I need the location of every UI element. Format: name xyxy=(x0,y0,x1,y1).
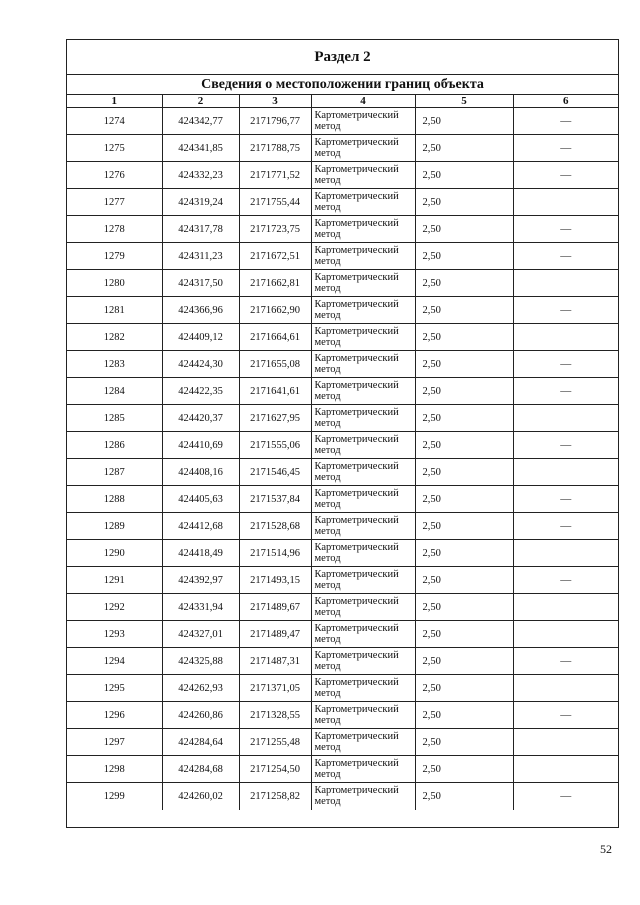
table-row xyxy=(67,729,618,756)
y-coordinate-cell: 2171627,95 xyxy=(239,405,311,432)
accuracy-cell: 2,50 xyxy=(415,675,513,702)
table-row xyxy=(67,783,618,810)
method-cell: Картометрический метод xyxy=(311,189,415,216)
note-cell xyxy=(513,270,618,297)
x-coordinate-cell: 424325,88 xyxy=(162,648,239,675)
point-number-cell: 1296 xyxy=(67,702,162,729)
x-coordinate-cell: 424260,86 xyxy=(162,702,239,729)
y-coordinate-cell: 2171371,05 xyxy=(239,675,311,702)
y-coordinate-cell: 2171258,82 xyxy=(239,783,311,810)
y-coordinate-cell: 2171489,67 xyxy=(239,594,311,621)
y-coordinate-cell: 2171514,96 xyxy=(239,540,311,567)
x-coordinate-cell: 424410,69 xyxy=(162,432,239,459)
x-coordinate-cell: 424327,01 xyxy=(162,621,239,648)
accuracy-cell: 2,50 xyxy=(415,513,513,540)
x-coordinate-cell: 424284,68 xyxy=(162,756,239,783)
note-cell: — xyxy=(513,243,618,270)
accuracy-cell: 2,50 xyxy=(415,756,513,783)
method-cell: Картометрический метод xyxy=(311,621,415,648)
y-coordinate-cell: 2171537,84 xyxy=(239,486,311,513)
x-coordinate-cell: 424319,24 xyxy=(162,189,239,216)
table-row xyxy=(67,135,618,162)
method-cell: Картометрический метод xyxy=(311,378,415,405)
column-header: 2 xyxy=(162,95,239,108)
accuracy-cell: 2,50 xyxy=(415,783,513,810)
table-row xyxy=(67,540,618,567)
table-row xyxy=(67,459,618,486)
accuracy-cell: 2,50 xyxy=(415,459,513,486)
note-cell xyxy=(513,675,618,702)
table-row xyxy=(67,648,618,675)
accuracy-cell: 2,50 xyxy=(415,567,513,594)
y-coordinate-cell: 2171328,55 xyxy=(239,702,311,729)
point-number-cell: 1298 xyxy=(67,756,162,783)
method-cell: Картометрический метод xyxy=(311,324,415,351)
point-number-cell: 1285 xyxy=(67,405,162,432)
table-row xyxy=(67,189,618,216)
x-coordinate-cell: 424424,30 xyxy=(162,351,239,378)
point-number-cell: 1289 xyxy=(67,513,162,540)
method-cell: Картометрический метод xyxy=(311,216,415,243)
method-cell: Картометрический метод xyxy=(311,729,415,756)
note-cell: — xyxy=(513,432,618,459)
note-cell: — xyxy=(513,378,618,405)
point-number-cell: 1293 xyxy=(67,621,162,648)
table-row xyxy=(67,405,618,432)
y-coordinate-cell: 2171655,08 xyxy=(239,351,311,378)
accuracy-cell: 2,50 xyxy=(415,378,513,405)
table-row xyxy=(67,432,618,459)
x-coordinate-cell: 424260,02 xyxy=(162,783,239,810)
y-coordinate-cell: 2171771,52 xyxy=(239,162,311,189)
point-number-cell: 1282 xyxy=(67,324,162,351)
y-coordinate-cell: 2171662,90 xyxy=(239,297,311,324)
y-coordinate-cell: 2171546,45 xyxy=(239,459,311,486)
method-cell: Картометрический метод xyxy=(311,486,415,513)
y-coordinate-cell: 2171493,15 xyxy=(239,567,311,594)
accuracy-cell: 2,50 xyxy=(415,621,513,648)
method-cell: Картометрический метод xyxy=(311,432,415,459)
x-coordinate-cell: 424420,37 xyxy=(162,405,239,432)
note-cell xyxy=(513,189,618,216)
method-cell: Картометрический метод xyxy=(311,108,415,135)
y-coordinate-cell: 2171641,61 xyxy=(239,378,311,405)
method-cell: Картометрический метод xyxy=(311,594,415,621)
note-cell: — xyxy=(513,162,618,189)
table-row xyxy=(67,351,618,378)
section-subtitle: Сведения о местоположении границ объекта xyxy=(67,75,618,95)
accuracy-cell: 2,50 xyxy=(415,351,513,378)
table-row xyxy=(67,297,618,324)
note-cell: — xyxy=(513,702,618,729)
boundary-table xyxy=(67,95,618,810)
x-coordinate-cell: 424422,35 xyxy=(162,378,239,405)
y-coordinate-cell: 2171255,48 xyxy=(239,729,311,756)
point-number-cell: 1279 xyxy=(67,243,162,270)
accuracy-cell: 2,50 xyxy=(415,432,513,459)
method-cell: Картометрический метод xyxy=(311,513,415,540)
x-coordinate-cell: 424311,23 xyxy=(162,243,239,270)
accuracy-cell: 2,50 xyxy=(415,486,513,513)
x-coordinate-cell: 424418,49 xyxy=(162,540,239,567)
accuracy-cell: 2,50 xyxy=(415,297,513,324)
method-cell: Картометрический метод xyxy=(311,783,415,810)
column-header: 5 xyxy=(415,95,513,108)
method-cell: Картометрический метод xyxy=(311,270,415,297)
note-cell: — xyxy=(513,513,618,540)
accuracy-cell: 2,50 xyxy=(415,594,513,621)
accuracy-cell: 2,50 xyxy=(415,189,513,216)
method-cell: Картометрический метод xyxy=(311,648,415,675)
table-row xyxy=(67,216,618,243)
table-row xyxy=(67,108,618,135)
accuracy-cell: 2,50 xyxy=(415,243,513,270)
x-coordinate-cell: 424331,94 xyxy=(162,594,239,621)
table-row xyxy=(67,162,618,189)
method-cell: Картометрический метод xyxy=(311,459,415,486)
column-header: 6 xyxy=(513,95,618,108)
column-header: 1 xyxy=(67,95,162,108)
note-cell: — xyxy=(513,648,618,675)
method-cell: Картометрический метод xyxy=(311,297,415,324)
table-row xyxy=(67,243,618,270)
page-number: 52 xyxy=(600,842,612,856)
x-coordinate-cell: 424366,96 xyxy=(162,297,239,324)
note-cell xyxy=(513,405,618,432)
y-coordinate-cell: 2171755,44 xyxy=(239,189,311,216)
note-cell xyxy=(513,621,618,648)
point-number-cell: 1275 xyxy=(67,135,162,162)
point-number-cell: 1286 xyxy=(67,432,162,459)
note-cell xyxy=(513,594,618,621)
note-cell: — xyxy=(513,351,618,378)
y-coordinate-cell: 2171662,81 xyxy=(239,270,311,297)
x-coordinate-cell: 424284,64 xyxy=(162,729,239,756)
x-coordinate-cell: 424262,93 xyxy=(162,675,239,702)
method-cell: Картометрический метод xyxy=(311,351,415,378)
y-coordinate-cell: 2171487,31 xyxy=(239,648,311,675)
table-row xyxy=(67,594,618,621)
accuracy-cell: 2,50 xyxy=(415,135,513,162)
accuracy-cell: 2,50 xyxy=(415,162,513,189)
note-cell xyxy=(513,540,618,567)
x-coordinate-cell: 424408,16 xyxy=(162,459,239,486)
point-number-cell: 1278 xyxy=(67,216,162,243)
table-row xyxy=(67,324,618,351)
point-number-cell: 1297 xyxy=(67,729,162,756)
point-number-cell: 1290 xyxy=(67,540,162,567)
x-coordinate-cell: 424392,97 xyxy=(162,567,239,594)
note-cell: — xyxy=(513,486,618,513)
x-coordinate-cell: 424342,77 xyxy=(162,108,239,135)
x-coordinate-cell: 424341,85 xyxy=(162,135,239,162)
point-number-cell: 1284 xyxy=(67,378,162,405)
point-number-cell: 1283 xyxy=(67,351,162,378)
point-number-cell: 1292 xyxy=(67,594,162,621)
accuracy-cell: 2,50 xyxy=(415,405,513,432)
note-cell: — xyxy=(513,135,618,162)
table-row xyxy=(67,621,618,648)
y-coordinate-cell: 2171664,61 xyxy=(239,324,311,351)
header-row xyxy=(67,95,618,108)
note-cell xyxy=(513,459,618,486)
document-frame xyxy=(66,39,619,828)
table-row xyxy=(67,567,618,594)
x-coordinate-cell: 424317,50 xyxy=(162,270,239,297)
x-coordinate-cell: 424412,68 xyxy=(162,513,239,540)
method-cell: Картометрический метод xyxy=(311,243,415,270)
y-coordinate-cell: 2171796,77 xyxy=(239,108,311,135)
method-cell: Картометрический метод xyxy=(311,162,415,189)
method-cell: Картометрический метод xyxy=(311,702,415,729)
table-body xyxy=(67,108,618,810)
point-number-cell: 1276 xyxy=(67,162,162,189)
note-cell: — xyxy=(513,108,618,135)
y-coordinate-cell: 2171672,51 xyxy=(239,243,311,270)
table-row xyxy=(67,270,618,297)
y-coordinate-cell: 2171489,47 xyxy=(239,621,311,648)
accuracy-cell: 2,50 xyxy=(415,729,513,756)
table-row xyxy=(67,756,618,783)
x-coordinate-cell: 424409,12 xyxy=(162,324,239,351)
note-cell xyxy=(513,729,618,756)
y-coordinate-cell: 2171254,50 xyxy=(239,756,311,783)
method-cell: Картометрический метод xyxy=(311,567,415,594)
y-coordinate-cell: 2171555,06 xyxy=(239,432,311,459)
x-coordinate-cell: 424317,78 xyxy=(162,216,239,243)
point-number-cell: 1274 xyxy=(67,108,162,135)
y-coordinate-cell: 2171528,68 xyxy=(239,513,311,540)
accuracy-cell: 2,50 xyxy=(415,108,513,135)
point-number-cell: 1295 xyxy=(67,675,162,702)
accuracy-cell: 2,50 xyxy=(415,702,513,729)
x-coordinate-cell: 424405,63 xyxy=(162,486,239,513)
method-cell: Картометрический метод xyxy=(311,135,415,162)
note-cell: — xyxy=(513,567,618,594)
table-row xyxy=(67,513,618,540)
note-cell: — xyxy=(560,790,572,803)
accuracy-cell: 2,50 xyxy=(415,324,513,351)
note-cell xyxy=(513,324,618,351)
point-number-cell: 1299 xyxy=(67,783,162,810)
point-number-cell: 1281 xyxy=(67,297,162,324)
method-cell: Картометрический метод xyxy=(311,675,415,702)
table-row xyxy=(67,486,618,513)
x-coordinate-cell: 424332,23 xyxy=(162,162,239,189)
method-cell: Картометрический метод xyxy=(311,756,415,783)
table-row xyxy=(67,702,618,729)
section-title: Раздел 2 xyxy=(67,40,618,75)
table-row xyxy=(67,378,618,405)
point-number-cell: 1277 xyxy=(67,189,162,216)
method-cell: Картометрический метод xyxy=(311,405,415,432)
note-cell: — xyxy=(513,297,618,324)
accuracy-cell: 2,50 xyxy=(415,540,513,567)
column-header: 3 xyxy=(239,95,311,108)
note-cell xyxy=(513,756,618,783)
point-number-cell: 1280 xyxy=(67,270,162,297)
column-header: 4 xyxy=(311,95,415,108)
point-number-cell: 1288 xyxy=(67,486,162,513)
y-coordinate-cell: 2171788,75 xyxy=(239,135,311,162)
point-number-cell: 1287 xyxy=(67,459,162,486)
y-coordinate-cell: 2171723,75 xyxy=(239,216,311,243)
point-number-cell: 1291 xyxy=(67,567,162,594)
method-cell: Картометрический метод xyxy=(311,540,415,567)
accuracy-cell: 2,50 xyxy=(415,648,513,675)
accuracy-cell: 2,50 xyxy=(415,216,513,243)
table-row xyxy=(67,675,618,702)
note-cell: — xyxy=(513,216,618,243)
accuracy-cell: 2,50 xyxy=(415,270,513,297)
point-number-cell: 1294 xyxy=(67,648,162,675)
